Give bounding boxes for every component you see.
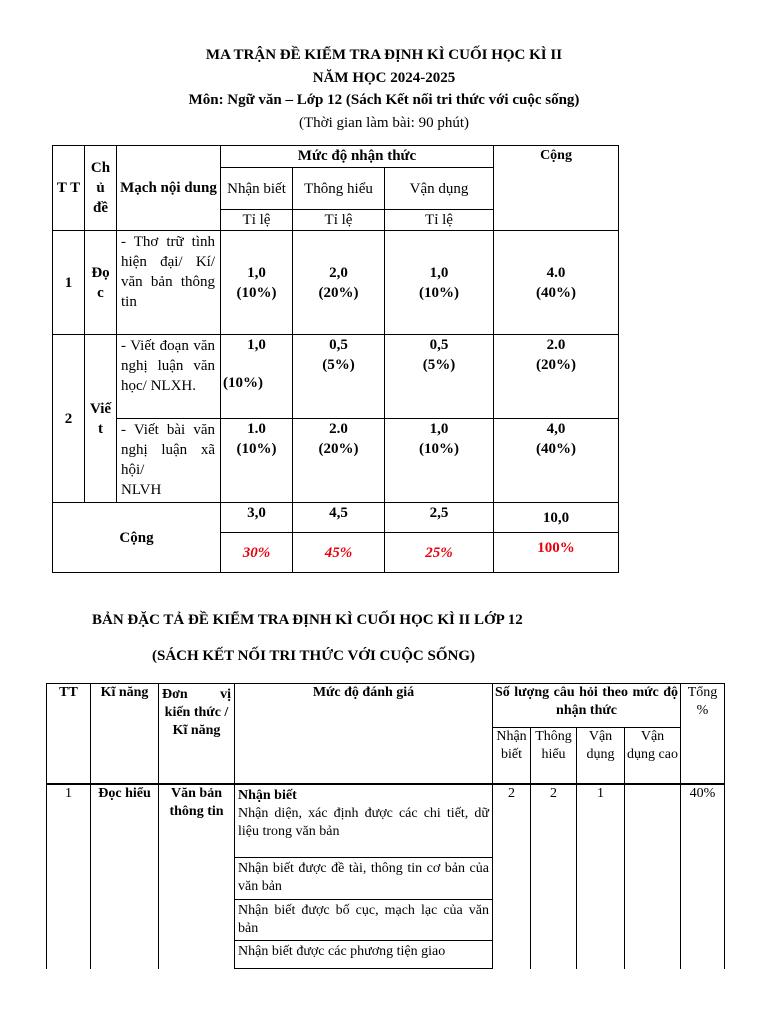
col-so-luong-cau-hoi: Số lượng câu hỏi theo mức độ nhận thức — [493, 684, 681, 728]
row-tt: 2 — [53, 335, 85, 503]
cell-van-dung: 1,0 (10%) — [385, 231, 494, 335]
row-tt: 1 — [53, 231, 85, 335]
level-nhan-biet: Nhận biết — [493, 728, 531, 784]
col-don-vi: Đơn vị kiến thức / Kĩ năng — [159, 684, 235, 784]
total-pct-van-dung: 25% — [385, 533, 494, 573]
ratio-label: Tỉ lệ — [221, 210, 293, 231]
level-nhan-biet: Nhận biết — [221, 168, 293, 210]
row-mach-noi-dung: - Viết đoạn văn nghị luận văn học/ NLXH. — [117, 335, 221, 419]
row-mach-noi-dung: - Thơ trữ tình hiện đại/ Kí/ văn bản thông tin — [117, 231, 221, 335]
total-pct-thong-hieu: 45% — [293, 533, 385, 573]
col-tt: T T — [53, 146, 85, 231]
cell-van-dung: 0,5 (5%) — [385, 335, 494, 419]
assessment-matrix-table — [52, 145, 619, 573]
col-chude: Ch ủ đề — [85, 146, 117, 231]
cell-thong-hieu: 2,0 (20%) — [293, 231, 385, 335]
cell-nhan-biet: 1,0 (10%) — [221, 231, 293, 335]
ratio-label: Tỉ lệ — [293, 210, 385, 231]
doc-title: MA TRẬN ĐỀ KIỂM TRA ĐỊNH KÌ CUỐI HỌC KÌ II — [205, 47, 563, 63]
col-cong: Cộng — [494, 146, 619, 231]
total-van-dung: 2,5 — [385, 503, 494, 533]
subject-line: Môn: Ngữ văn – Lớp 12 (Sách Kết nối tri thức với cuộc sống) — [188, 92, 580, 108]
level-thong-hieu: Thông hiểu — [531, 728, 577, 784]
row-tong: 40% — [681, 784, 725, 969]
total-thong-hieu: 4,5 — [293, 503, 385, 533]
total-nhan-biet: 3,0 — [221, 503, 293, 533]
count-van-dung-cao — [625, 784, 681, 969]
row-chude: Viế t — [85, 335, 117, 503]
col-tong: Tổng % — [681, 684, 725, 784]
criteria-cell: Nhận biết Nhận diện, xác định được các chi tiết, dữ liệu trong văn bản — [235, 784, 493, 858]
school-year: NĂM HỌC 2024-2025 — [312, 70, 456, 86]
total-pct-nhan-biet: 30% — [221, 533, 293, 573]
spec-subtitle: (SÁCH KẾT NỐI TRI THỨC VỚI CUỘC SỐNG) — [152, 648, 475, 664]
cell-nhan-biet: 1.0 (10%) — [221, 419, 293, 503]
cell-van-dung: 1,0 (10%) — [385, 419, 494, 503]
specification-table — [46, 683, 725, 969]
col-mach-noi-dung: Mạch nội dung — [117, 146, 221, 231]
criteria-cell: Nhận biết được đề tài, thông tin cơ bản của văn bản — [235, 858, 493, 900]
row-tt: 1 — [47, 784, 91, 969]
col-ki-nang: Kĩ năng — [91, 684, 159, 784]
total-pct-cong: 100% — [494, 533, 619, 573]
count-thong-hieu: 2 — [531, 784, 577, 969]
col-tt: TT — [47, 684, 91, 784]
cell-thong-hieu: 0,5 (5%) — [293, 335, 385, 419]
cell-thong-hieu: 2.0 (20%) — [293, 419, 385, 503]
ratio-label: Tỉ lệ — [385, 210, 494, 231]
count-van-dung: 1 — [577, 784, 625, 969]
cell-nhan-biet: 1,0 (10%) — [221, 335, 293, 419]
col-muc-do-danh-gia: Mức độ đánh giá — [235, 684, 493, 784]
row-chude: Đọ c — [85, 231, 117, 335]
level-van-dung: Vận dụng — [385, 168, 494, 210]
time-limit: (Thời gian làm bài: 90 phút) — [299, 115, 469, 131]
row-don-vi: Văn bản thông tin — [159, 784, 235, 969]
total-cong: 10,0 — [494, 503, 619, 533]
spec-title: BẢN ĐẶC TẢ ĐỀ KIỂM TRA ĐỊNH KÌ CUỐI HỌC KÌ II LỚP 12 — [92, 612, 523, 628]
criteria-cell: Nhận biết được các phương tiện giao — [235, 941, 493, 969]
cell-cong: 4.0 (40%) — [494, 231, 619, 335]
cell-cong: 2.0 (20%) — [494, 335, 619, 419]
criteria-cell: Nhận biết được bố cục, mạch lạc của văn bản — [235, 900, 493, 941]
row-mach-noi-dung: - Viết bài văn nghị luận xã hội/ NLVH — [117, 419, 221, 503]
col-muc-do-nhan-thuc: Mức độ nhận thức — [221, 146, 494, 168]
total-label: Cộng — [53, 503, 221, 573]
level-van-dung-cao: Vận dụng cao — [625, 728, 681, 784]
count-nhan-biet: 2 — [493, 784, 531, 969]
cell-cong: 4,0 (40%) — [494, 419, 619, 503]
level-van-dung: Vận dụng — [577, 728, 625, 784]
level-thong-hieu: Thông hiểu — [293, 168, 385, 210]
row-ki-nang: Đọc hiểu — [91, 784, 159, 969]
